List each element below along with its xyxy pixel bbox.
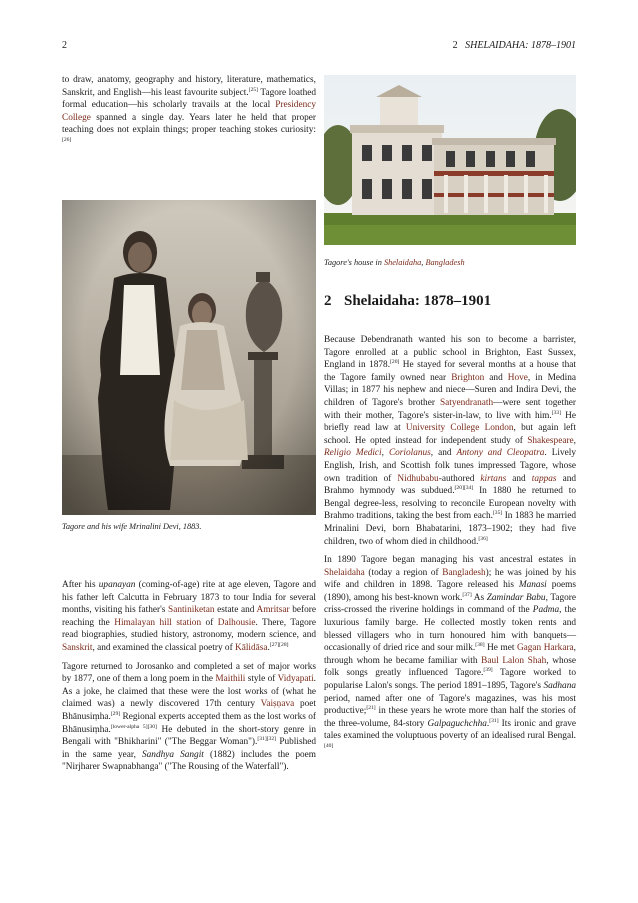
- text: Tagore's house in: [324, 258, 384, 267]
- link-baul-lalon-shah[interactable]: Baul Lalon Shah: [481, 655, 547, 666]
- citation[interactable]: [39]: [483, 667, 493, 674]
- citation[interactable]: [20][34]: [454, 485, 474, 492]
- link-shelaidaha[interactable]: Shelaidaha: [383, 258, 422, 267]
- text: In 1890 Tagore began managing his vast ancestral estates in: [324, 555, 576, 566]
- text: (1882) includes the poem "Nirjharer Swapnabhanga" ("The Rousing of the Waterfall").: [62, 749, 317, 773]
- text: -authored: [438, 473, 481, 484]
- section-heading: [324, 293, 491, 310]
- link-university-college-london[interactable]: University College London: [405, 423, 514, 434]
- link-coriolanus[interactable]: Coriolanus: [388, 448, 431, 459]
- text-italic: Sandhya Sangit: [142, 749, 204, 760]
- link-bangladesh[interactable]: Bangladesh: [425, 258, 465, 267]
- link-himalayan-hill-station[interactable]: Himalayan hill station: [114, 617, 202, 628]
- running-head-number: 2: [452, 40, 458, 51]
- citation[interactable]: [20]: [390, 359, 400, 366]
- paragraph-major-works: [62, 661, 316, 774]
- text: , the luxurious family barge. He collected mostly token rents and blessed villagers who in turn honoured him with banquets—occasionally of dried rice and sour milk.: [324, 605, 576, 654]
- section-number: 2: [324, 293, 332, 309]
- right-column: [324, 334, 576, 762]
- page-header: [62, 40, 576, 54]
- sepia-photo-illustration: [62, 200, 316, 515]
- text-italic: Galpaguchchha: [427, 718, 487, 729]
- text: .: [267, 642, 270, 653]
- link-presidency-college[interactable]: Presidency College: [62, 100, 316, 123]
- section-title: Shelaidaha: 1878–1901: [344, 293, 492, 309]
- text: In 1883 he married Mrinalini Devi, born Bhabatarini, 1873–1902; they had five children, two of whom died in childhood.: [324, 511, 576, 547]
- photo-tagore-and-wife: [62, 200, 316, 515]
- text: He debuted in the short-story genre in Bengali with "Bhikharini" ("The Beggar Woman").: [62, 724, 317, 748]
- text: Tagore returned to Jorosanko and completed a set of major works by 1877, one of them a long poem in the: [62, 661, 316, 685]
- link-shakespeare[interactable]: Shakespeare: [527, 435, 574, 446]
- photo-caption-tagore-wife: Tagore and his wife Mrinalini Devi, 1883.: [62, 522, 202, 531]
- link-dalhousie[interactable]: Dalhousie: [217, 617, 256, 628]
- text: (coming-of-age) rite at age eleven, Tagore and his father left Calcutta in February 1873 to tour India for several months, visiting his father's: [62, 580, 316, 616]
- text: and Brahmo hymnody was subdued.: [324, 473, 576, 497]
- text: style of: [245, 674, 278, 685]
- running-head-title: SHELAIDAHA: 1878–1901: [465, 40, 576, 51]
- text: , Tagore criss-crossed the riverine holdings in command of the: [324, 592, 577, 616]
- text-italic: Zamindar Babu: [486, 592, 546, 603]
- text: poet Bhānusiṃha.: [62, 699, 316, 722]
- photo-shelaidaha-house: [324, 75, 576, 245]
- citation[interactable]: [31]: [489, 717, 499, 724]
- text: After his: [62, 580, 99, 590]
- text: ,: [573, 435, 576, 446]
- text: Tagore loathed formal education—his scholarly travails at the local: [62, 87, 316, 111]
- text: , whose folk songs greatly influenced Tagore.: [324, 655, 576, 679]
- link-kalidasa[interactable]: Kālidāsa: [234, 642, 268, 653]
- text: and: [506, 473, 532, 484]
- link-brighton[interactable]: Brighton: [451, 372, 485, 383]
- link-religio-medici[interactable]: Religio Medici: [324, 448, 382, 459]
- link-nidhubabu[interactable]: Nidhubabu: [397, 473, 439, 484]
- citation[interactable]: [38]: [475, 642, 485, 649]
- citation[interactable]: [36]: [478, 535, 488, 542]
- link-shelaidaha[interactable]: Shelaidaha: [324, 567, 365, 578]
- text: . There, Tagore read biographies, studied history, astronomy, modern science, and: [62, 617, 316, 641]
- citation[interactable]: [21]: [366, 705, 376, 712]
- text: period, named after one of Tagore's magazines, was his most productive;: [324, 693, 576, 717]
- link-vidyapati[interactable]: Vidyapati: [277, 674, 314, 685]
- text: to draw, anatomy, geography and history, literature, mathematics, Sanskrit, and English—his least favourite subject.: [62, 75, 316, 98]
- citation[interactable]: [37]: [462, 591, 472, 598]
- citation[interactable]: [27][28]: [269, 641, 289, 648]
- link-kirtans[interactable]: kirtans: [480, 473, 507, 484]
- link-maithili[interactable]: Maithili: [215, 674, 246, 685]
- text: , through whom he became familiar with: [324, 643, 576, 666]
- link-sanskrit[interactable]: Sanskrit: [62, 642, 93, 653]
- text-italic: Manasi: [518, 580, 547, 591]
- text: . Lively English, Irish, and Scottish folk tunes impressed Tagore, whose own tradition of: [324, 448, 576, 484]
- text: .: [486, 718, 490, 729]
- text: ,: [421, 258, 426, 267]
- citation[interactable]: [31][32]: [257, 736, 276, 743]
- text: Regional experts accepted them as the lost works of Bhānusiṃha.: [62, 711, 316, 735]
- link-amritsar[interactable]: Amritsar: [256, 605, 290, 616]
- link-satyendranath[interactable]: Satyendranath: [439, 397, 494, 408]
- text: ); he was joined by his wife and children in 1898. Tagore released his: [324, 567, 576, 591]
- text-italic: upanayan: [98, 580, 136, 590]
- paragraph-education: [62, 74, 316, 150]
- link-bangladesh[interactable]: Bangladesh: [442, 567, 486, 578]
- text: In 1880 he returned to Bengal degree-less, resolving to reconcile European novelty with Brahmo traditions, taking the best from each.: [324, 486, 576, 522]
- text: , but again left school. He opted instead for independent study of: [324, 423, 576, 446]
- page-number: 2: [62, 40, 67, 51]
- link-tappas[interactable]: tappas: [531, 473, 557, 484]
- paragraph-upanayan: [62, 579, 316, 655]
- text: Because Debendranath wanted his son to become a barrister, Tagore enrolled at a public school in Brighton, East Sussex, England in 1878.: [324, 335, 576, 371]
- text: As: [471, 592, 487, 603]
- text: of: [201, 617, 218, 628]
- paragraph-shelaidaha-estates: [324, 554, 576, 756]
- citation[interactable]: [lower-alpha 5][30]: [110, 723, 157, 730]
- text-italic: Padma: [532, 605, 560, 616]
- text: estate and: [214, 605, 257, 616]
- citation[interactable]: [25]: [248, 86, 259, 93]
- house-photo-illustration: [324, 75, 576, 245]
- link-santiniketan[interactable]: Santiniketan: [168, 605, 215, 616]
- text: He met: [484, 643, 517, 654]
- text: Tagore worked to popularise Lalon's songs. The period 1891–1895, Tagore's: [324, 668, 576, 692]
- text: He briefly read law at: [324, 410, 576, 434]
- text: (today a region of: [364, 567, 443, 578]
- text: He stayed for several months at a house that the Tagore family owned near: [324, 360, 576, 383]
- left-column-top: [62, 74, 316, 156]
- text: . As a joke, he claimed that these were the lost works of (what he claimed was) a newly discovered 17th century: [62, 674, 316, 710]
- text: spanned a single day. Years later he held that proper teaching does not explain things; proper teaching stokes curiosity:: [62, 112, 316, 136]
- link-gagan-harkara[interactable]: Gagan Harkara: [516, 643, 574, 654]
- citation[interactable]: [29]: [110, 710, 121, 717]
- citation[interactable]: [26]: [62, 136, 72, 143]
- text: before reaching the: [62, 605, 317, 628]
- link-antony-and-cleopatra[interactable]: Antony and Cleopatra: [456, 448, 545, 459]
- running-head: [453, 40, 576, 51]
- text-italic: Sadhana: [543, 681, 576, 692]
- text: , and examined the classical poetry of: [92, 642, 235, 653]
- link-hove[interactable]: Hove: [507, 372, 528, 383]
- text: ,: [381, 448, 389, 459]
- text: poems (1890), among his best-known work.: [324, 580, 576, 603]
- text: , and: [430, 448, 457, 459]
- citation[interactable]: [35]: [492, 510, 503, 517]
- text: , in Medina Villas; in 1877 his nephew and niece—Suren and Indira Devi, the children of Tagore's brother: [324, 372, 576, 408]
- text: in these years he wrote more than half the stories of the three-volume, 84-story: [324, 706, 576, 729]
- photo-caption-house: [324, 258, 465, 267]
- text: and: [484, 372, 508, 383]
- text: Published in the same year,: [62, 737, 316, 760]
- paragraph-england: [324, 334, 576, 548]
- left-column-bottom: [62, 579, 316, 780]
- citation[interactable]: [40]: [324, 742, 334, 749]
- text: —were sent together with their mother, Tagore's sister-in-law, to live with him.: [324, 397, 576, 421]
- link-vaisnava[interactable]: Vaiṣṇava: [260, 699, 295, 710]
- citation[interactable]: [33]: [551, 409, 562, 416]
- text: Its ironic and grave tales examined the voluptuous poverty of an idealised rural Bengal.: [324, 718, 576, 742]
